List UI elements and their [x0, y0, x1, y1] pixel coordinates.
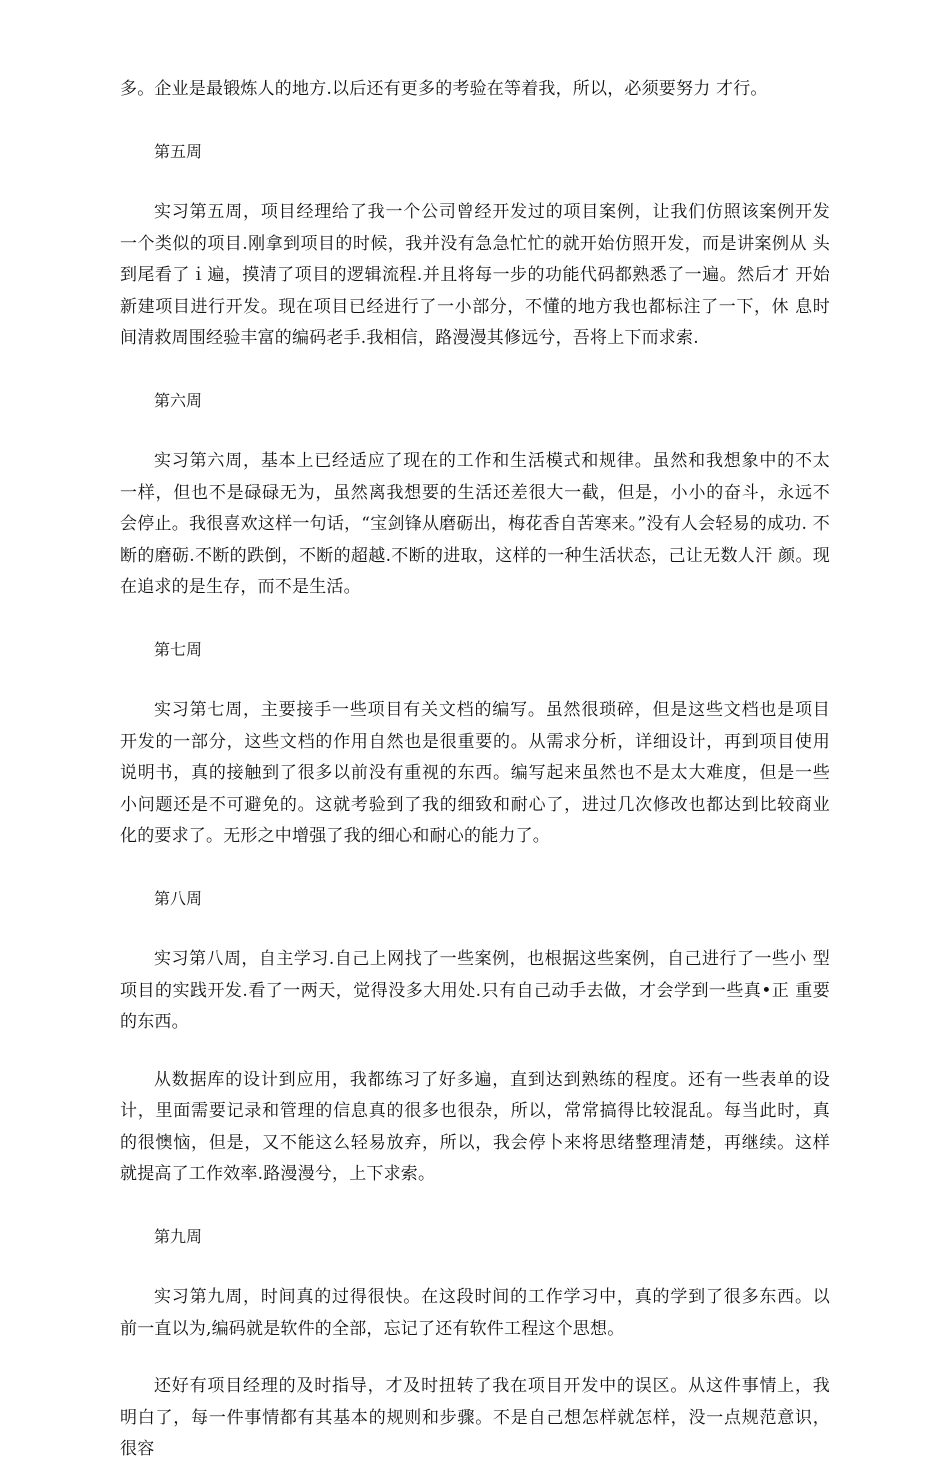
- heading-week-7: 第七周: [154, 639, 203, 659]
- paragraph-week-8-a: 实习第八周，自主学习.自己上网找了一些案例，也根据这些案例，自己进行了一些小 型项目的实践开发.看了一两天，觉得没多大用处.只有自己动手去做，才会学到一些真•正 重要的东西。: [120, 949, 830, 1032]
- heading-week-6: 第六周: [154, 390, 203, 410]
- paragraph-week-9-b: 还好有项目经理的及时指导，才及时扭转了我在项目开发中的误区。从这件事情上，我 明白了，每一件事情都有其基本的规则和步骤。不是自己想怎样就怎样，没一点规范意识， 很容: [120, 1376, 830, 1459]
- heading-week-9: 第九周: [154, 1226, 203, 1246]
- paragraph-week-9-a: 实习第九周，时间真的过得很快。在这段时间的工作学习中，真的学到了很多东西。以 前一直以为,编码就是软件的全部，忘记了还有软件工程这个思想。: [120, 1287, 830, 1339]
- paragraph-week-7: 实习第七周，主要接手一些项目有关文档的编写。虽然很琐碎，但是这些文档也是项目 开发的一部分，这些文档的作用自然也是很重要的。从需求分析，详细设计，再到项目使用 说明书，真的接触到了很多以前没有重视的东西。编写起来虽然也不是太大难度，但是一些 小问题还是不可避免的。这就考验到了我的细致和耐心了，进过几次修改也都达到比较商业 化的要求了。无形之中增强了我的细心和耐心的能力了。: [120, 700, 830, 846]
- paragraph-week-5: 实习第五周，项目经理给了我一个公司曾经开发过的项目案例，让我们仿照该案例开发 一个类似的项目.刚拿到项目的时候，我并没有急急忙忙的就开始仿照开发，而是讲案例从 头到尾看了ｉ遍，摸清了项目的逻辑流程.并且将每一步的功能代码都熟悉了一遍。然后才 开始新建项目进行开发。现在项目已经进行了一小部分，不懂的地方我也都标注了一下，休 息时间清救周围经验丰富的编码老手.我相信，路漫漫其修远兮，吾将上下而求索.: [120, 202, 830, 348]
- paragraph-continuation: 多。企业是最锻炼人的地方.以后还有更多的考验在等着我，所以，必须要努力 才行。: [120, 79, 768, 99]
- paragraph-week-6: 实习第六周，基本上已经适应了现在的工作和生活模式和规律。虽然和我想象中的不太 一样，但也不是碌碌无为，虽然离我想要的生活还差很大一截，但是，小小的奋斗，永远不 会停止。我很喜欢这样一句话，“宝剑锋从磨砺出，梅花香自苦寒来。”没有人会轻易的成功. 不断的磨砺.不断的跌倒，不断的超越.不断的进取，这样的一种生活状态，己让无数人汗 颜。现在追求的是生存，而不是生活。: [120, 451, 830, 597]
- heading-week-5: 第五周: [154, 141, 203, 161]
- paragraph-week-8-b: 从数据库的设计到应用，我都练习了好多遍，直到达到熟练的程度。还有一些表单的设 计，里面需要记录和管理的信息真的很多也很杂，所以，常常搞得比较混乱。每当此时，真 的很懊恼，但是，又不能这么轻易放弃，所以，我会停卜来将思绪整理清楚，再继续。这样 就提高了工作效率.路漫漫兮，上下求索。: [120, 1069, 830, 1184]
- heading-week-8: 第八周: [154, 888, 203, 908]
